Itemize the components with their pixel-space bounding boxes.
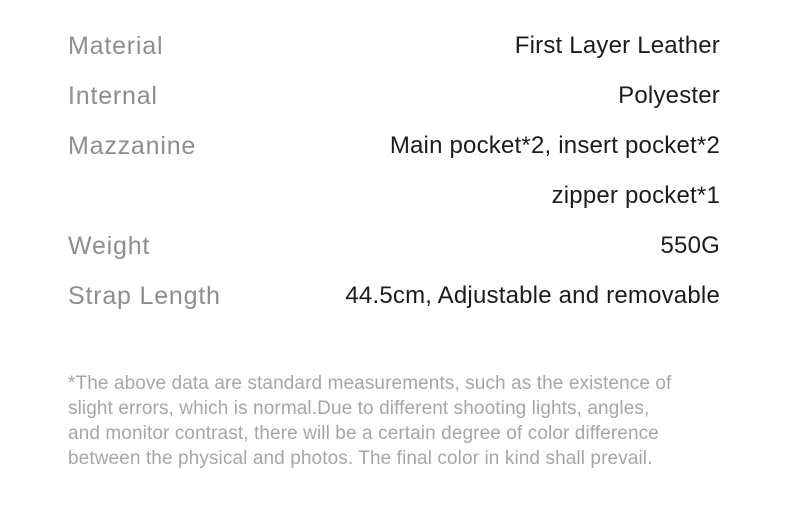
disclaimer-note	[68, 371, 671, 471]
spec-row-weight	[68, 221, 720, 271]
spec-value-zipper-pocket: zipper pocket*1	[551, 182, 720, 209]
spec-label-material: Material	[68, 31, 164, 60]
spec-value-weight: 550G	[660, 232, 720, 259]
disclaimer-line-4: between the physical and photos. The final color in kind shall prevail.	[68, 448, 653, 469]
spec-value-mazzanine: Main pocket*2, insert pocket*2	[389, 132, 720, 159]
disclaimer-line-2: slight errors, which is normal.Due to different shooting lights, angles,	[68, 398, 650, 419]
spec-label-mazzanine: Mazzanine	[68, 131, 197, 160]
spec-row-mazzanine-continued	[68, 171, 720, 221]
spec-row-internal	[68, 71, 720, 121]
spec-row-mazzanine	[68, 121, 720, 171]
spec-label-strap-length: Strap Length	[68, 281, 221, 310]
spec-label-internal: Internal	[68, 81, 158, 110]
spec-row-material	[68, 21, 720, 71]
spec-value-material: First Layer Leather	[514, 32, 720, 59]
spec-row-strap-length	[68, 271, 720, 321]
disclaimer-line-3: and monitor contrast, there will be a certain degree of color difference	[68, 423, 659, 444]
disclaimer-line-1: *The above data are standard measurements, such as the existence of	[68, 373, 672, 394]
spec-value-internal: Polyester	[618, 82, 720, 109]
spec-table	[68, 21, 720, 321]
spec-value-strap-length: 44.5cm, Adjustable and removable	[345, 282, 720, 309]
spec-label-weight: Weight	[68, 231, 151, 260]
